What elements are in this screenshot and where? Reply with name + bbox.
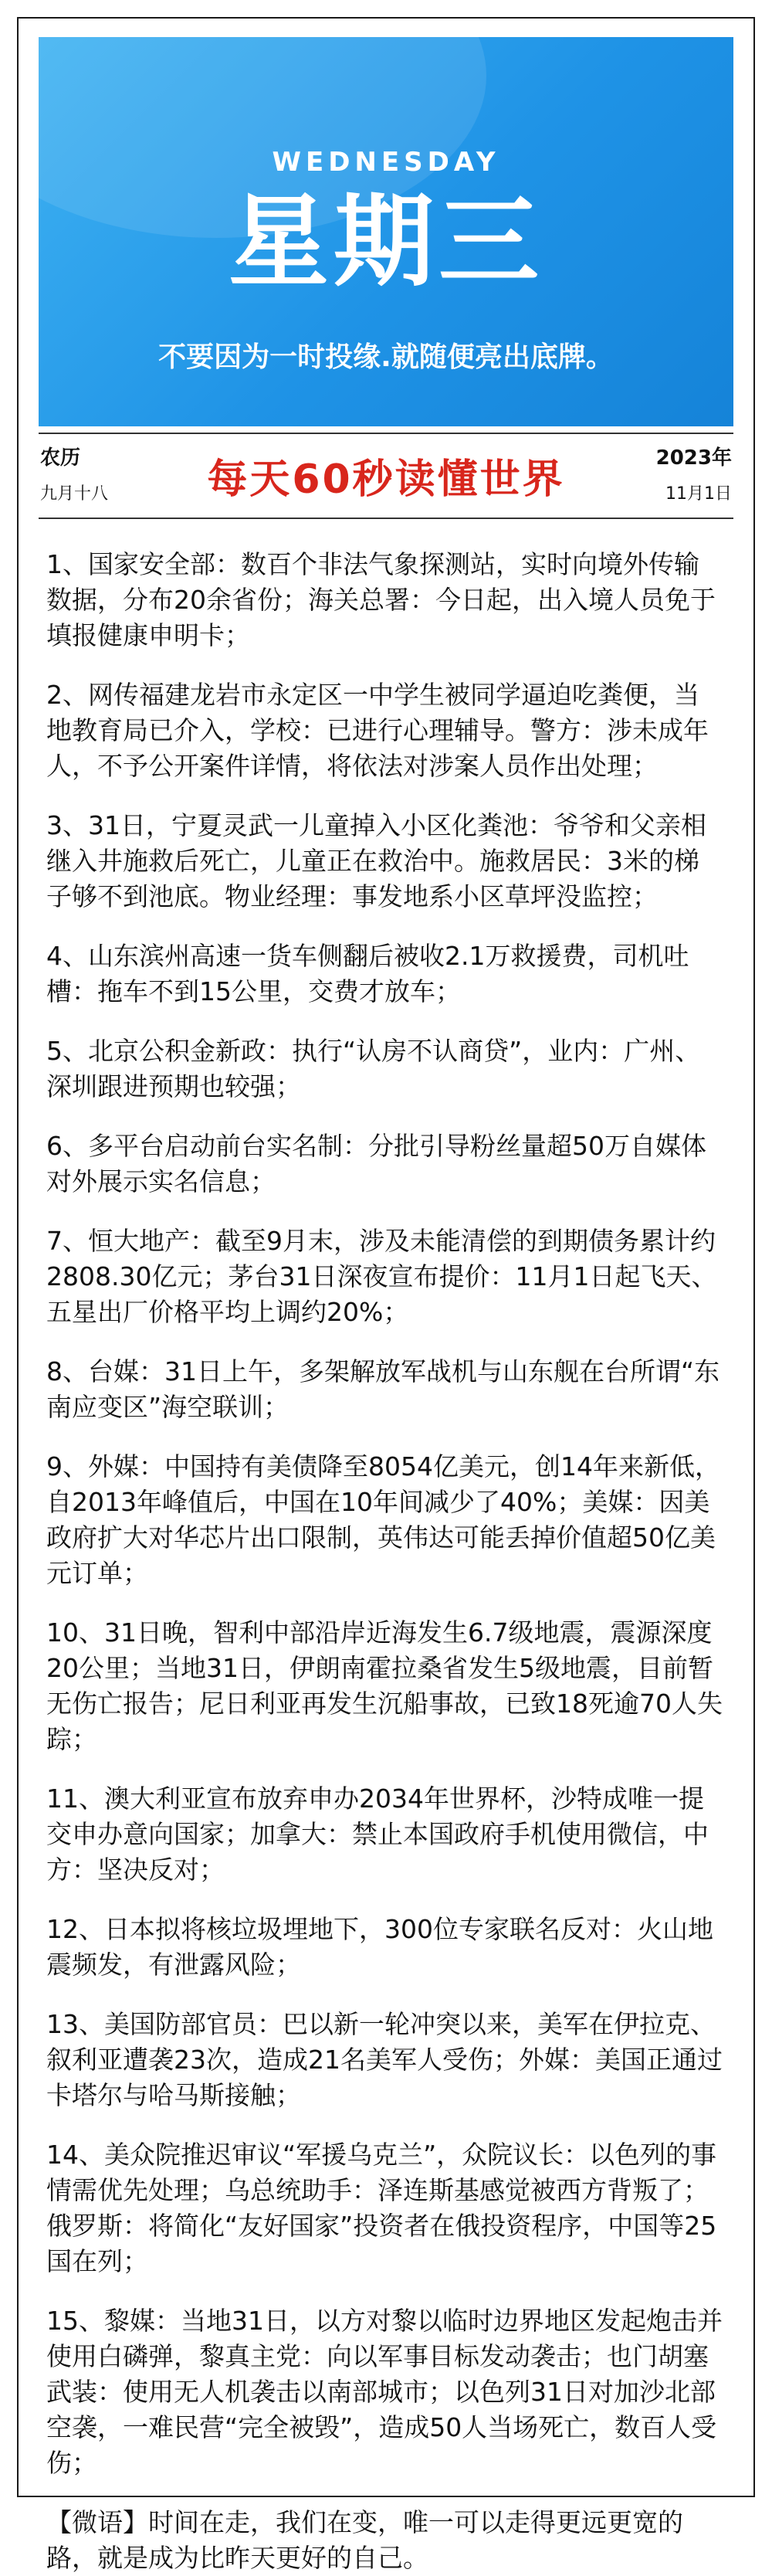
- header-banner: [39, 37, 733, 426]
- news-item-10: 10、31日晚，智利中部沿岸近海发生6.7级地震，震源深度20公里；当地31日，伊朗南霍拉桑省发生5级地震，目前暂无伤亡报告；尼日利亚再发生沉船事故，已致18死逾70人失踪；: [46, 1617, 723, 1754]
- news-item-13: 13、美国防部官员：巴以新一轮冲突以来，美军在伊拉克、叙利亚遭袭23次，造成21名美军人受伤；外媒：美国正通过卡塔尔与哈马斯接触；: [46, 2009, 723, 2110]
- daily-quote: 【微语】时间在走，我们在变，唯一可以走得更远更宽的路，就是成为比昨天更好的自己。: [46, 2507, 683, 2573]
- news-item-1: 1、国家安全部：数百个非法气象探测站，实时向境外传输数据，分布20余省份；海关总署：今日起，出入境人员免于填报健康申明卡；: [46, 549, 716, 650]
- news-item-12: 12、日本拟将核垃圾埋地下，300位专家联名反对：火山地震频发，有泄露风险；: [46, 1914, 713, 1980]
- news-item-14: 14、美众院推迟审议“军援乌克兰”，众院议长：以色列的事情需优先处理；乌总统助手：泽连斯基感觉被西方背叛了；俄罗斯：将简化“友好国家”投资者在俄投资程序，中国等25国在列；: [46, 2140, 717, 2276]
- news-item-4: 4、山东滨州高速一货车侧翻后被收2.1万救援费，司机吐槽：拖车不到15公里，交费才放车；: [46, 941, 689, 1006]
- date-month-day: 11月1日: [665, 484, 732, 504]
- lunar-label: 农历: [40, 446, 81, 470]
- news-item-7: 7、恒大地产：截至9月末，涉及未能清偿的到期债务累计约2808.30亿元；茅台31日深夜宣布提价：11月1日起飞天、五星出厂价格平均上调约20%；: [46, 1226, 717, 1327]
- news-item-5: 5、北京公积金新政：执行“认房不认商贷”，业内：广州、深圳跟进预期也较强；: [46, 1036, 701, 1101]
- news-item-6: 6、多平台启动前台实名制：分批引导粉丝量超50万自媒体对外展示实名信息；: [46, 1131, 706, 1196]
- header-top-rule: [39, 433, 733, 434]
- header-bottom-rule: [39, 518, 733, 519]
- page-title: 每天60秒读懂世界: [207, 456, 565, 503]
- lunar-date: 九月十八: [40, 484, 109, 504]
- news-item-11: 11、澳大利亚宣布放弃申办2034年世界杯，沙特成唯一提交申办意向国家；加拿大：禁止本国政府手机使用微信，中方：坚决反对；: [46, 1784, 709, 1885]
- weekday-chinese: 星期三: [228, 183, 543, 300]
- news-list: [46, 547, 724, 2576]
- news-item-15: 15、黎媒：当地31日，以方对黎以临时边界地区发起炮击并使用白磷弹，黎真主党：向以军事目标发动袭击；也门胡塞武装：使用无人机袭击以南部城市；以色列31日对加沙北部空袭，一难民营“完全被毁”，造成50人当场死亡，数百人受伤；: [46, 2306, 723, 2478]
- news-item-3: 3、31日，宁夏灵武一儿童掉入小区化粪池：爷爷和父亲相继入井施救后死亡，儿童正在救治中。施救居民：3米的梯子够不到池底。物业经理：事发地系小区草坪没监控；: [46, 810, 706, 911]
- banner-slogan: 不要因为一时投缘.就随便亮出底牌。: [158, 341, 614, 373]
- date-year: 2023年: [655, 446, 732, 470]
- weekday-english: WEDNESDAY: [272, 147, 500, 178]
- news-item-2: 2、网传福建龙岩市永定区一中学生被同学逼迫吃粪便，当地教育局已介入，学校：已进行心理辅导。警方：涉未成年人，不予公开案件详情，将依法对涉案人员作出处理；: [46, 680, 709, 781]
- news-item-8: 8、台媒：31日上午，多架解放军战机与山东舰在台所谓“东南应变区”海空联训；: [46, 1356, 720, 1422]
- news-item-9: 9、外媒：中国持有美债降至8054亿美元，创14年来新低，自2013年峰值后，中国在10年间减少了40%；美媒：因美政府扩大对华芯片出口限制，英伟达可能丢掉价值超50亿美元订单；: [46, 1451, 720, 1588]
